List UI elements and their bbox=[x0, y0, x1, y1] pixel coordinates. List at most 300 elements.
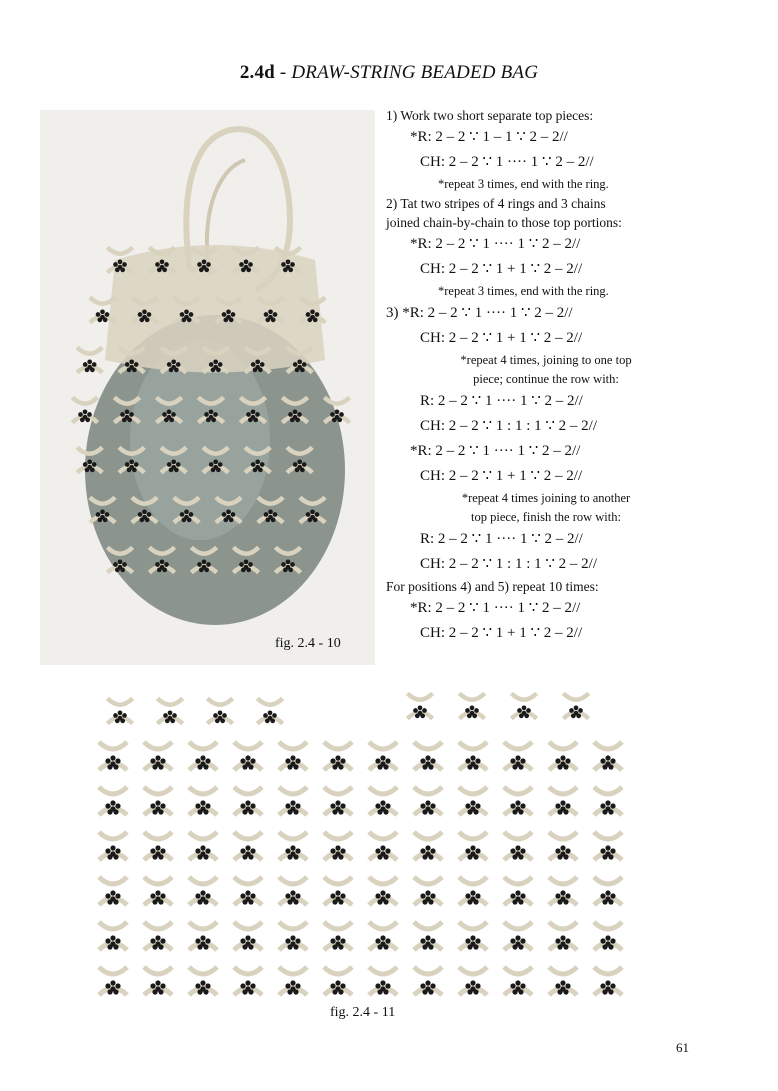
bead bbox=[420, 758, 425, 763]
bead bbox=[605, 851, 610, 856]
bead bbox=[115, 893, 120, 898]
bead bbox=[302, 462, 307, 467]
bead bbox=[155, 896, 160, 901]
bead bbox=[105, 893, 110, 898]
bead bbox=[222, 713, 227, 718]
bead bbox=[425, 935, 430, 940]
bead bbox=[340, 893, 345, 898]
bead bbox=[96, 512, 101, 517]
bead bbox=[574, 705, 579, 710]
bead bbox=[142, 509, 147, 514]
bead bbox=[510, 758, 515, 763]
bead bbox=[335, 806, 340, 811]
bead bbox=[375, 938, 380, 943]
bead bbox=[290, 755, 295, 760]
bead bbox=[569, 708, 574, 713]
bead bbox=[200, 845, 205, 850]
bead bbox=[200, 896, 205, 901]
bead bbox=[213, 359, 218, 364]
bead bbox=[560, 806, 565, 811]
bead bbox=[522, 705, 527, 710]
bead bbox=[115, 803, 120, 808]
bead bbox=[605, 986, 610, 991]
bead bbox=[110, 845, 115, 850]
bead bbox=[115, 758, 120, 763]
bead bbox=[118, 716, 123, 721]
bead bbox=[100, 315, 105, 320]
bead bbox=[560, 986, 565, 991]
bead bbox=[295, 893, 300, 898]
bead bbox=[110, 980, 115, 985]
bead bbox=[465, 803, 470, 808]
bead bbox=[129, 459, 134, 464]
bead bbox=[218, 362, 223, 367]
bead bbox=[517, 708, 522, 713]
bead bbox=[295, 803, 300, 808]
bead bbox=[610, 893, 615, 898]
bead bbox=[115, 848, 120, 853]
bead bbox=[470, 986, 475, 991]
bead bbox=[290, 980, 295, 985]
bead bbox=[189, 312, 194, 317]
bead bbox=[565, 938, 570, 943]
bead bbox=[510, 983, 515, 988]
bead bbox=[115, 938, 120, 943]
bead bbox=[330, 803, 335, 808]
bead bbox=[171, 365, 176, 370]
bead bbox=[245, 800, 250, 805]
bead bbox=[470, 705, 475, 710]
bead bbox=[515, 935, 520, 940]
bead bbox=[83, 409, 88, 414]
step-2-heading-cont: joined chain-by-chain to those top portions: bbox=[386, 215, 622, 230]
bead bbox=[290, 761, 295, 766]
bead bbox=[425, 845, 430, 850]
bead bbox=[125, 462, 130, 467]
bead bbox=[87, 459, 92, 464]
bead bbox=[155, 986, 160, 991]
bead bbox=[430, 983, 435, 988]
bead bbox=[510, 938, 515, 943]
bead bbox=[155, 935, 160, 940]
bead bbox=[425, 761, 430, 766]
bead bbox=[555, 848, 560, 853]
bead bbox=[155, 806, 160, 811]
bead bbox=[425, 890, 430, 895]
bead bbox=[600, 938, 605, 943]
bead bbox=[380, 755, 385, 760]
bead bbox=[600, 758, 605, 763]
bead bbox=[171, 359, 176, 364]
bead bbox=[125, 362, 130, 367]
bead bbox=[605, 761, 610, 766]
bead bbox=[555, 758, 560, 763]
bead bbox=[310, 309, 315, 314]
bead bbox=[268, 515, 273, 520]
bead bbox=[113, 713, 118, 718]
bead bbox=[83, 362, 88, 367]
bead bbox=[195, 803, 200, 808]
bead bbox=[105, 938, 110, 943]
bead bbox=[385, 758, 390, 763]
bead bbox=[96, 312, 101, 317]
bead bbox=[330, 848, 335, 853]
bead bbox=[160, 565, 165, 570]
bead bbox=[255, 459, 260, 464]
bead bbox=[295, 983, 300, 988]
bead bbox=[87, 465, 92, 470]
bead bbox=[150, 803, 155, 808]
bead bbox=[420, 848, 425, 853]
bead bbox=[335, 896, 340, 901]
bead bbox=[474, 708, 479, 713]
bead bbox=[286, 259, 291, 264]
bead bbox=[213, 713, 218, 718]
bead bbox=[231, 312, 236, 317]
bead bbox=[255, 412, 260, 417]
bead bbox=[515, 851, 520, 856]
bead bbox=[260, 462, 265, 467]
bead bbox=[118, 559, 123, 564]
bead bbox=[246, 412, 251, 417]
bead bbox=[205, 893, 210, 898]
bead bbox=[335, 845, 340, 850]
bead bbox=[110, 851, 115, 856]
bead bbox=[385, 848, 390, 853]
bead bbox=[142, 515, 147, 520]
bead bbox=[147, 312, 152, 317]
bead bbox=[285, 938, 290, 943]
bead bbox=[340, 983, 345, 988]
bead bbox=[189, 512, 194, 517]
bead bbox=[335, 935, 340, 940]
bead bbox=[335, 415, 340, 420]
bead bbox=[245, 806, 250, 811]
bead bbox=[380, 761, 385, 766]
bead bbox=[200, 761, 205, 766]
bead bbox=[565, 848, 570, 853]
bead bbox=[209, 415, 214, 420]
bead bbox=[202, 259, 207, 264]
step-1-ring: *R: 2 – 2 ∵ 1 – 1 ∵ 2 – 2// bbox=[410, 129, 568, 145]
step-4-5-ring: *R: 2 – 2 ∵ 1 ···· 1 ∵ 2 – 2// bbox=[410, 600, 581, 616]
bead bbox=[120, 412, 125, 417]
bead bbox=[560, 890, 565, 895]
bead bbox=[248, 262, 253, 267]
bead bbox=[425, 851, 430, 856]
bead bbox=[520, 938, 525, 943]
bead bbox=[110, 896, 115, 901]
bead bbox=[78, 412, 83, 417]
bead bbox=[515, 845, 520, 850]
bead bbox=[385, 893, 390, 898]
bead bbox=[555, 983, 560, 988]
bead bbox=[162, 412, 167, 417]
bead bbox=[118, 265, 123, 270]
bead bbox=[200, 806, 205, 811]
bead bbox=[335, 761, 340, 766]
bead bbox=[118, 710, 123, 715]
bead bbox=[555, 938, 560, 943]
title-separator: - bbox=[274, 62, 292, 83]
bead bbox=[202, 565, 207, 570]
bead bbox=[245, 935, 250, 940]
figure-caption-2: fig. 2.4 - 11 bbox=[330, 1005, 396, 1020]
bead bbox=[290, 562, 295, 567]
bead bbox=[150, 758, 155, 763]
bead bbox=[605, 806, 610, 811]
bead bbox=[209, 462, 214, 467]
bead bbox=[176, 462, 181, 467]
bead bbox=[385, 803, 390, 808]
bead bbox=[475, 848, 480, 853]
bead bbox=[430, 893, 435, 898]
figure-caption-1: fig. 2.4 - 10 bbox=[275, 636, 341, 651]
bead bbox=[160, 893, 165, 898]
bead bbox=[218, 716, 223, 721]
bead bbox=[380, 890, 385, 895]
bead bbox=[310, 515, 315, 520]
bead bbox=[465, 758, 470, 763]
bead bbox=[268, 315, 273, 320]
bead bbox=[195, 848, 200, 853]
step-3-chain-2: CH: 2 – 2 ∵ 1 : 1 : 1 ∵ 2 – 2// bbox=[420, 418, 598, 434]
bead bbox=[160, 559, 165, 564]
bead bbox=[330, 758, 335, 763]
page-number: 61 bbox=[676, 1040, 689, 1055]
bead bbox=[142, 309, 147, 314]
bead bbox=[600, 803, 605, 808]
bead bbox=[565, 803, 570, 808]
bead bbox=[150, 893, 155, 898]
step-3-note-2-cont: top piece, finish the row with: bbox=[471, 510, 621, 524]
bead bbox=[263, 713, 268, 718]
bead bbox=[240, 983, 245, 988]
bead bbox=[295, 848, 300, 853]
bead bbox=[610, 938, 615, 943]
bead bbox=[202, 559, 207, 564]
bead bbox=[180, 312, 185, 317]
bead bbox=[255, 365, 260, 370]
bead bbox=[255, 465, 260, 470]
bead bbox=[250, 803, 255, 808]
bead bbox=[290, 262, 295, 267]
bead bbox=[418, 711, 423, 716]
bead bbox=[155, 845, 160, 850]
bead bbox=[290, 851, 295, 856]
bead bbox=[176, 362, 181, 367]
bead bbox=[420, 803, 425, 808]
bead bbox=[470, 890, 475, 895]
bead bbox=[475, 803, 480, 808]
bead bbox=[105, 758, 110, 763]
bead bbox=[330, 412, 335, 417]
bead bbox=[250, 938, 255, 943]
bead bbox=[250, 983, 255, 988]
flat-lace-photo bbox=[65, 676, 668, 1032]
bead bbox=[226, 315, 231, 320]
step-1-note: *repeat 3 times, end with the ring. bbox=[438, 177, 609, 191]
bead bbox=[244, 565, 249, 570]
bead bbox=[515, 806, 520, 811]
bead bbox=[515, 980, 520, 985]
bead bbox=[555, 803, 560, 808]
bead bbox=[520, 758, 525, 763]
bead bbox=[113, 262, 118, 267]
bead bbox=[118, 565, 123, 570]
bead bbox=[155, 980, 160, 985]
bead bbox=[226, 509, 231, 514]
bead bbox=[244, 559, 249, 564]
bead bbox=[100, 309, 105, 314]
beaded-bag-photo bbox=[40, 110, 375, 665]
bead bbox=[240, 758, 245, 763]
step-3-ring-4: R: 2 – 2 ∵ 1 ···· 1 ∵ 2 – 2// bbox=[420, 531, 583, 547]
bead bbox=[380, 941, 385, 946]
bead bbox=[515, 941, 520, 946]
bead bbox=[465, 938, 470, 943]
bead bbox=[380, 935, 385, 940]
bead bbox=[290, 890, 295, 895]
bead bbox=[385, 983, 390, 988]
bead bbox=[470, 755, 475, 760]
bead bbox=[290, 941, 295, 946]
bead bbox=[134, 362, 139, 367]
bead bbox=[245, 986, 250, 991]
bead bbox=[515, 761, 520, 766]
bead bbox=[281, 562, 286, 567]
bead bbox=[605, 941, 610, 946]
bead bbox=[245, 851, 250, 856]
bead bbox=[105, 512, 110, 517]
bead bbox=[380, 896, 385, 901]
bead bbox=[578, 708, 583, 713]
bead bbox=[129, 365, 134, 370]
bead bbox=[297, 365, 302, 370]
bead bbox=[155, 262, 160, 267]
bead bbox=[264, 312, 269, 317]
bead bbox=[475, 938, 480, 943]
bead bbox=[105, 803, 110, 808]
bead bbox=[160, 983, 165, 988]
bead bbox=[268, 710, 273, 715]
bead bbox=[422, 708, 427, 713]
bead bbox=[110, 890, 115, 895]
bead bbox=[293, 362, 298, 367]
bead bbox=[297, 412, 302, 417]
bead bbox=[290, 800, 295, 805]
bead bbox=[302, 362, 307, 367]
bead bbox=[413, 708, 418, 713]
bead bbox=[213, 459, 218, 464]
bead bbox=[200, 935, 205, 940]
bead bbox=[335, 755, 340, 760]
bead bbox=[222, 312, 227, 317]
bead bbox=[330, 938, 335, 943]
beaded-bag-drawing bbox=[40, 110, 375, 665]
bead bbox=[565, 758, 570, 763]
bead bbox=[195, 938, 200, 943]
bead bbox=[470, 711, 475, 716]
bead bbox=[110, 806, 115, 811]
bead bbox=[510, 803, 515, 808]
bead bbox=[605, 935, 610, 940]
page-title bbox=[0, 62, 778, 84]
bead bbox=[251, 362, 256, 367]
bead bbox=[520, 983, 525, 988]
bead bbox=[105, 312, 110, 317]
bead bbox=[129, 465, 134, 470]
bead bbox=[470, 941, 475, 946]
bead bbox=[226, 515, 231, 520]
bead bbox=[168, 710, 173, 715]
bead bbox=[330, 983, 335, 988]
bead bbox=[197, 262, 202, 267]
bead bbox=[520, 803, 525, 808]
bead bbox=[110, 941, 115, 946]
bead bbox=[184, 515, 189, 520]
bead bbox=[260, 362, 265, 367]
bead bbox=[273, 512, 278, 517]
bead bbox=[297, 465, 302, 470]
bead bbox=[251, 462, 256, 467]
bead bbox=[290, 806, 295, 811]
bead bbox=[200, 800, 205, 805]
bead bbox=[425, 806, 430, 811]
bead bbox=[163, 713, 168, 718]
bead bbox=[520, 848, 525, 853]
bead bbox=[475, 758, 480, 763]
bead bbox=[475, 983, 480, 988]
bead bbox=[205, 758, 210, 763]
bead bbox=[160, 265, 165, 270]
bead bbox=[205, 848, 210, 853]
bead bbox=[605, 800, 610, 805]
bead bbox=[465, 848, 470, 853]
bead bbox=[240, 938, 245, 943]
bead bbox=[87, 412, 92, 417]
bead bbox=[200, 890, 205, 895]
bead bbox=[164, 262, 169, 267]
bead bbox=[200, 941, 205, 946]
bead bbox=[92, 362, 97, 367]
bead bbox=[244, 259, 249, 264]
bead bbox=[167, 415, 172, 420]
bead bbox=[560, 896, 565, 901]
bead bbox=[209, 409, 214, 414]
bead bbox=[515, 890, 520, 895]
bead bbox=[375, 848, 380, 853]
bead bbox=[335, 851, 340, 856]
bead bbox=[335, 409, 340, 414]
bead bbox=[245, 761, 250, 766]
bead bbox=[167, 462, 172, 467]
bead bbox=[167, 409, 172, 414]
bead bbox=[155, 562, 160, 567]
bead bbox=[335, 986, 340, 991]
bead bbox=[245, 845, 250, 850]
bead bbox=[285, 803, 290, 808]
bead bbox=[110, 800, 115, 805]
bead bbox=[285, 848, 290, 853]
bead bbox=[560, 761, 565, 766]
bead bbox=[315, 512, 320, 517]
bead bbox=[560, 941, 565, 946]
bead bbox=[240, 848, 245, 853]
bead bbox=[286, 265, 291, 270]
step-3-note-cont: piece; continue the row with: bbox=[473, 372, 619, 386]
step-3-note: *repeat 4 times, joining to one top bbox=[460, 353, 632, 367]
